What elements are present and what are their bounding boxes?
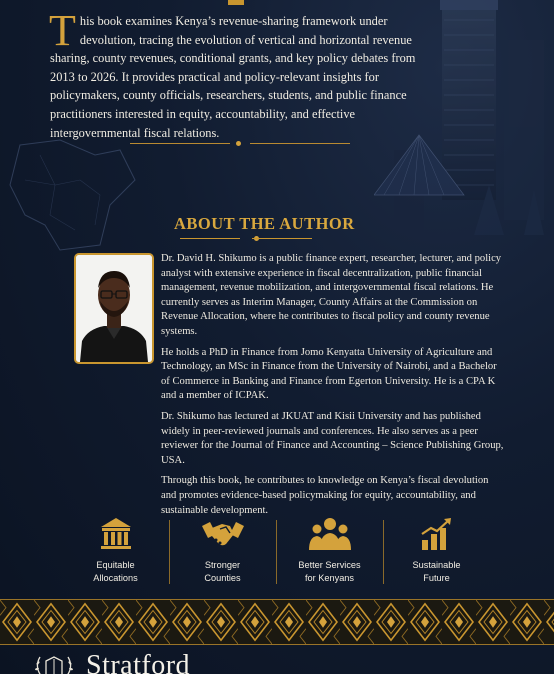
author-bio — [161, 252, 506, 524]
about-author-heading: ABOUT THE AUTHOR — [174, 214, 355, 233]
blurb-text: his book examines Kenya’s revenue-sharing framework under devolution, tracing the evolution of vertical and horizontal revenue sharing, county revenues, conditional grants, and key policy debates from 2013 to 2026. It provides practical and policy-relevant insights for policymakers, county officials, researchers, students, and public finance practitioners interested in equity, accountability, and effective intergovernmental fiscal relations. — [50, 14, 416, 140]
feature-label: Sustainable Future — [412, 560, 461, 583]
section-divider — [130, 141, 350, 146]
people-group-icon — [308, 516, 352, 552]
kenya-map-outline — [0, 135, 150, 255]
feature-label: Stronger Counties — [204, 560, 241, 583]
feature-stronger-counties — [169, 516, 276, 590]
decorative-pattern-band — [0, 599, 554, 645]
feature-sustainable-future — [383, 516, 490, 590]
top-ornament — [228, 0, 244, 5]
feature-row — [62, 516, 492, 590]
bio-paragraph: He holds a PhD in Finance from Jomo Kenyatta University of Agriculture and Technology, an MSc in Finance from the University of Nairobi, and a Bachelor of Commerce in Banking and Finance from Egerton University. He is a CPA K and a member of ICPAK. — [161, 346, 497, 402]
feature-equitable-allocations — [62, 516, 169, 590]
bio-paragraph: Dr. Shikumo has lectured at JKUAT and Kisii University and has published widely in peer-reviewed journals and conferences. He also serves as a peer reviewer for the Journal of Finance and Accounting – Science Publishing Group, USA. — [161, 410, 504, 466]
bio-paragraph: Dr. David H. Shikumo is a public finance expert, researcher, lecturer, and policy analyst with extensive experience in fiscal decentralization, public financial management, revenue mobilization, and intergovernmental fiscal relations. He currently serves as Interim Manager, County Affairs at the Commission on Revenue Allocation, where he contributes to fiscal policy and county revenue systems. — [161, 253, 502, 337]
feature-label: Better Services for Kenyans — [298, 560, 361, 583]
book-blurb — [49, 6, 435, 142]
publisher-logo-emblem — [32, 653, 76, 674]
handshake-icon — [200, 516, 246, 552]
bio-paragraph: Through this book, he contributes to knowledge on Kenya’s fiscal devolution and promotes evidence-based policymaking for equity, accountability, and sustainable development. — [161, 475, 489, 516]
blurb-dropcap: T — [49, 6, 76, 55]
bank-building-icon — [99, 516, 133, 552]
feature-better-services — [276, 516, 383, 590]
growth-chart-icon — [419, 516, 455, 552]
feature-label: Equitable Allocations — [93, 560, 138, 583]
heading-rule — [174, 236, 314, 241]
author-photo-illustration — [76, 255, 152, 362]
publisher-name: Stratford — [86, 650, 191, 674]
author-portrait — [74, 253, 154, 364]
